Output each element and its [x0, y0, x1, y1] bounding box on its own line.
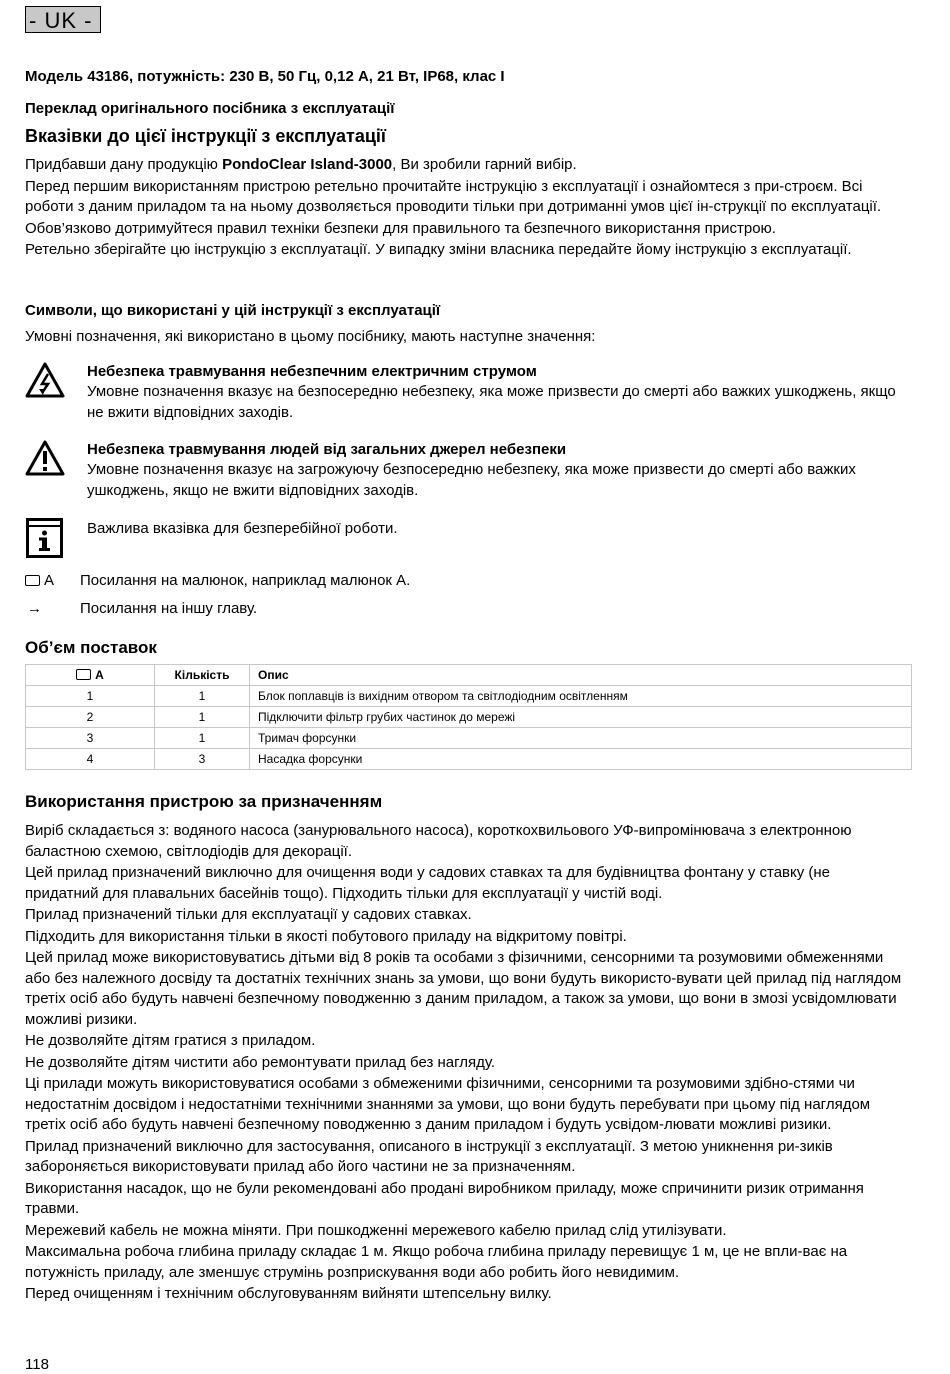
cell-desc: Насадка форсунки: [250, 749, 912, 770]
electric-hazard-icon: [25, 362, 65, 398]
usage-paragraph: Прилад призначений виключно для застосування, описаного в інструкції з експлуатації. З метою уникнення ри-зиків забороняється використовувати прилад або його частини не за призначенням.: [25, 1137, 833, 1175]
intro-text: Придбавши дану продукцію: [25, 156, 223, 173]
cell-qty: 1: [155, 707, 250, 728]
usage-title: Використання пристрою за призначенням: [25, 792, 383, 811]
cell-desc: Блок поплавців із вихідним отвором та світлодіодним освітленням: [250, 686, 912, 707]
usage-paragraph: Прилад призначений тільки для експлуатації у садових ставках.: [25, 906, 472, 923]
symbol-heading: Небезпека травмування небезпечним електричним струмом: [87, 363, 537, 380]
symbol-heading: Небезпека травмування людей від загальних джерел небезпеки: [87, 441, 567, 458]
cell-desc: Тримач форсунки: [250, 728, 912, 749]
cell-number: 3: [26, 728, 155, 749]
notes-title: Вказівки до цієї інструкції з експлуатації: [25, 126, 386, 146]
table-row: [26, 707, 912, 728]
table-header-row: [26, 665, 912, 686]
header-fig-letter: A: [95, 668, 104, 682]
table-row: [26, 749, 912, 770]
info-icon: [25, 517, 65, 559]
figure-ref-legend: [25, 571, 54, 592]
usage-paragraph: Не дозволяйте дітям чистити або ремонтувати прилад без нагляду.: [25, 1053, 496, 1071]
scope-table: [25, 664, 912, 770]
usage-paragraph: Цей прилад може використовуватись дітьми від 8 років та особами з фізичними, сенсорними та розумовими обмеженнями або без належного досвіду та достатніх технічних знань за умови, що вони будуть використо-вувати цей прилад під наглядом третіх осіб або будуть навчені безпечному поводженню з даним приладом, а також за умови, що вони в змозі усвідомлювати можливі ризики.: [25, 949, 902, 1028]
usage-section: [25, 792, 905, 1306]
symbol-item-info: [25, 517, 905, 559]
usage-paragraph: Використання насадок, що не були рекомендовані або продані виробником приладу, може спричинити ризик отримання травми.: [25, 1179, 864, 1217]
symbols-intro: Умовні позначення, які використано в цьому посібнику, мають наступне значення:: [25, 328, 596, 345]
cell-number: 1: [26, 686, 155, 707]
usage-paragraph: Перед очищенням і технічним обслуговуванням вийняти штепсельну вилку.: [25, 1285, 552, 1302]
cell-number: 2: [26, 707, 155, 728]
table-header-desc: Опис: [250, 665, 912, 686]
figure-icon: [25, 575, 40, 586]
usage-paragraph: Ці прилади можуть використовуватися особами з обмеженими фізичними, сенсорними та розумовими здібно-стями чи недостатнім досвідом і недостатніми технічними знаннями за умови, що вони будуть перебувати при цьому під наглядом третіх осіб або будуть навчені безпечному поводженню з даним приладом і будуть усвідом-лювати можливі ризики.: [25, 1075, 871, 1133]
cell-desc: Підключити фільтр грубих частинок до мережі: [250, 707, 912, 728]
notes-paragraph: Перед першим використанням пристрою ретельно прочитайте інструкцію з експлуатації і ознайомтеся з при-строєм. Всі роботи з даним приладом та на ньому дозволяється проводити тільки при дотриманні умов цієї ін-струкції по експлуатації.: [25, 177, 882, 215]
language-badge: - UK -: [25, 6, 101, 33]
usage-paragraph: Виріб складається з: водяного насоса (занурювального насоса), короткохвильового УФ-випромінювача з електронною баластною схемою, світлодіодів для декорації.: [25, 822, 852, 860]
symbol-item-electric: [25, 362, 905, 424]
arrow-right-icon: →: [27, 600, 42, 617]
page-number: 118: [25, 1356, 49, 1373]
figure-ref-text: Посилання на малюнок, наприклад малюнок А.: [80, 572, 411, 589]
table-row: [26, 728, 912, 749]
cell-number: 4: [26, 749, 155, 770]
figure-icon: [76, 669, 91, 680]
figure-ref-letter: A: [44, 572, 55, 589]
model-line: Модель 43186, потужність: 230 В, 50 Гц, 0,12 А, 21 Вт, IP68, клас I: [25, 68, 505, 85]
cell-qty: 3: [155, 749, 250, 770]
usage-paragraph: Підходить для використання тільки в якості побутового приладу на відкритому повітрі.: [25, 927, 627, 945]
notes-section: [25, 126, 905, 262]
usage-paragraph: Цей прилад призначений виключно для очищення води у садових ставках та для будівництва фонтану у ставку (не придатний для плавальних басейнів тощо). Підходить тільки для експлуатації у чистій воді.: [25, 864, 831, 902]
table-header-qty: Кількість: [155, 665, 250, 686]
general-hazard-icon: [25, 440, 65, 476]
cell-qty: 1: [155, 728, 250, 749]
scope-title: Об’єм поставок: [25, 638, 157, 657]
chapter-ref-text: Посилання на іншу главу.: [80, 600, 258, 617]
notes-paragraph: Обов’язково дотримуйтеся правил техніки безпеки для правильного та безпечного використання пристрою.: [25, 219, 776, 237]
notes-paragraph: Ретельно зберігайте цю інструкцію з експлуатації. У випадку зміни власника передайте йому інструкцію з експлуатації.: [25, 241, 852, 258]
table-row: [26, 686, 912, 707]
cell-qty: 1: [155, 686, 250, 707]
symbol-text: Важлива вказівка для безперебійної роботи.: [87, 520, 398, 537]
translation-line: Переклад оригінального посібника з експлуатації: [25, 100, 395, 117]
product-name: PondoClear Island-3000: [222, 156, 393, 173]
usage-paragraph: Не дозволяйте дітям гратися з приладом.: [25, 1032, 316, 1049]
symbols-title: Символи, що використані у цій інструкції з експлуатації: [25, 302, 441, 319]
usage-paragraph: Мережевий кабель не можна міняти. При пошкодженні мережевого кабелю прилад слід утилізувати.: [25, 1221, 727, 1239]
symbol-text: Умовне позначення вказує на загрожуючу безпосередню небезпеку, яка може призвести до смерті або важких ушкоджень, якщо не вжити відповідних заходів.: [87, 461, 856, 499]
symbol-item-general: [25, 440, 905, 502]
intro-text-end: , Ви зробили гарний вибір.: [392, 156, 577, 173]
usage-paragraph: Максимальна робоча глибина приладу складає 1 м. Якщо робоча глибина приладу перевищує 1 м, це не впли-ває на потужність приладу, але зменшує струмінь розприскування води або робить його невидимим.: [25, 1243, 848, 1281]
table-header-fig: [26, 665, 155, 686]
notes-intro: [25, 155, 905, 176]
symbol-text: Умовне позначення вказує на безпосередню небезпеку, яка може призвести до смерті або важких ушкоджень, якщо не вжити відповідних заходів.: [87, 383, 896, 421]
